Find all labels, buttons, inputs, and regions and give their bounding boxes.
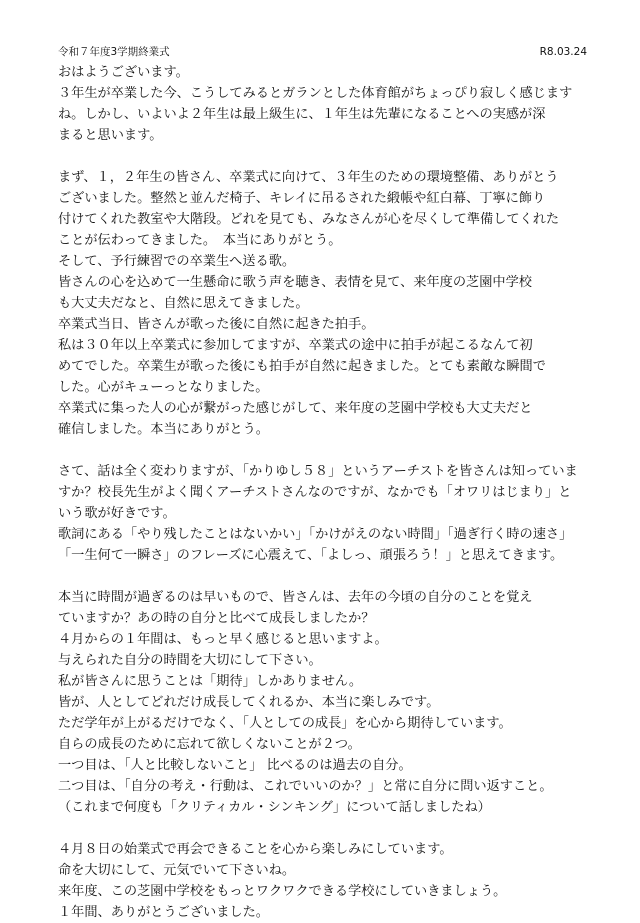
text-line: おはようございます。 bbox=[58, 65, 189, 80]
text-line: さて、話は全く変わりますが、「かりゆし５８」というアーチストを皆さんは知っていま bbox=[58, 464, 578, 479]
text-line: 私が皆さんに思うことは「期待」しかありません。 bbox=[58, 674, 363, 689]
text-line: （これまで何度も「クリティカル・シンキング」について話しましたね） bbox=[58, 800, 491, 815]
text-line: 歌詞にある「やり残したことはないかい」「かけがえのない時間」「過ぎ行く時の速さ」 bbox=[58, 527, 573, 542]
text-line: 一つ目は、「人と比較しないこと」 比べるのは過去の自分。 bbox=[58, 758, 412, 773]
text-line: まず、１，２年生の皆さん、卒業式に向けて、３年生のための環境整備、ありがとう bbox=[58, 170, 559, 185]
text-line: 皆が、人としてどれだけ成長してくれるか、本当に楽しみです。 bbox=[58, 695, 440, 710]
paragraph-greeting bbox=[58, 62, 590, 146]
text-line: めてでした。卒業生が歌った後にも拍手が自然に起きました。とても素敵な瞬間で bbox=[58, 359, 546, 374]
text-line: ていますか？あの時の自分と比べて成長しましたか？ bbox=[58, 611, 375, 626]
text-line: まると思います。 bbox=[58, 128, 163, 143]
text-line: ね。しかし、いよいよ２年生は最上級生に、１年生は先輩になることへの実感が深 bbox=[58, 107, 546, 122]
text-line: 二つ目は、「自分の考え・行動は、これでいいのか？」と常に自分に問い返すこと。 bbox=[58, 779, 553, 794]
text-line: 付けてくれた教室や大階段。どれを見ても、みなさんが心を尽くして準備してくれた bbox=[58, 212, 560, 227]
text-line: 卒業式当日、皆さんが歌った後に自然に起きた拍手。 bbox=[58, 317, 375, 332]
text-line: ３年生が卒業した今、こうしてみるとガランとした体育館がちょっぴり寂しく感じます bbox=[58, 86, 573, 101]
paragraph-song bbox=[58, 461, 590, 566]
text-line: 命を大切にして、元気でいて下さいね。 bbox=[58, 863, 296, 878]
document-header bbox=[58, 44, 587, 60]
text-line: ４月８日の始業式で再会できることを心から楽しみにしています。 bbox=[58, 842, 453, 857]
text-line: ただ学年が上がるだけでなく、「人としての成長」を心から期待しています。 bbox=[58, 716, 512, 731]
text-line: すか？校長先生がよく聞くアーチストさんなのですが、なかでも「オワリはじまり」と bbox=[58, 485, 572, 500]
text-line: 自らの成長のために忘れて欲しくないことが２つ。 bbox=[58, 737, 361, 752]
text-line: 「一生何て一瞬さ」のフレーズに心震えて、「よしっ、頑張ろう！」と思えてきます。 bbox=[58, 548, 564, 563]
text-line: １年間、ありがとうございました。 bbox=[58, 905, 269, 920]
text-line: 皆さんの心を込めて一生懸命に歌う声を聴き、表情を見て、来年度の芝園中学校 bbox=[58, 275, 532, 290]
text-line: 私は３０年以上卒業式に参加してますが、卒業式の途中に拍手が起こるなんて初 bbox=[58, 338, 533, 353]
ceremony-title: 令和７年度3学期終業式 bbox=[58, 46, 170, 58]
text-line: 与えられた自分の時間を大切にして下さい。 bbox=[58, 653, 322, 668]
document-date: R8.03.24 bbox=[539, 46, 587, 58]
text-line: 本当に時間が過ぎるのは早いもので、皆さんは、去年の今頃の自分のことを覚え bbox=[58, 590, 533, 605]
text-line: いう歌が好きです。 bbox=[58, 506, 176, 521]
text-line: も大丈夫だなと、自然に思えてきました。 bbox=[58, 296, 309, 311]
text-line: 卒業式に集った人の心が繋がった感じがして、来年度の芝園中学校も大丈夫だと bbox=[58, 401, 533, 416]
speech-body bbox=[58, 62, 590, 923]
text-line: ４月からの１年間は、もっと早く感じると思いますよ。 bbox=[58, 632, 388, 647]
paragraph-growth bbox=[58, 587, 590, 818]
text-line: 来年度、この芝園中学校をもっとワクワクできる学校にしていきましょう。 bbox=[58, 884, 507, 899]
text-line: した。心がキューっとなりました。 bbox=[58, 380, 269, 395]
text-line: ございました。整然と並んだ椅子、キレイに吊るされた緞帳や紅白幕、丁寧に飾り bbox=[58, 191, 546, 206]
paragraph-closing bbox=[58, 839, 590, 923]
paragraph-thanks bbox=[58, 167, 590, 440]
text-line: 確信しました。本当にありがとう。 bbox=[58, 422, 269, 437]
text-line: ことが伝わってきました。 本当にありがとう。 bbox=[58, 233, 342, 248]
text-line: そして、予行練習での卒業生へ送る歌。 bbox=[58, 254, 296, 269]
